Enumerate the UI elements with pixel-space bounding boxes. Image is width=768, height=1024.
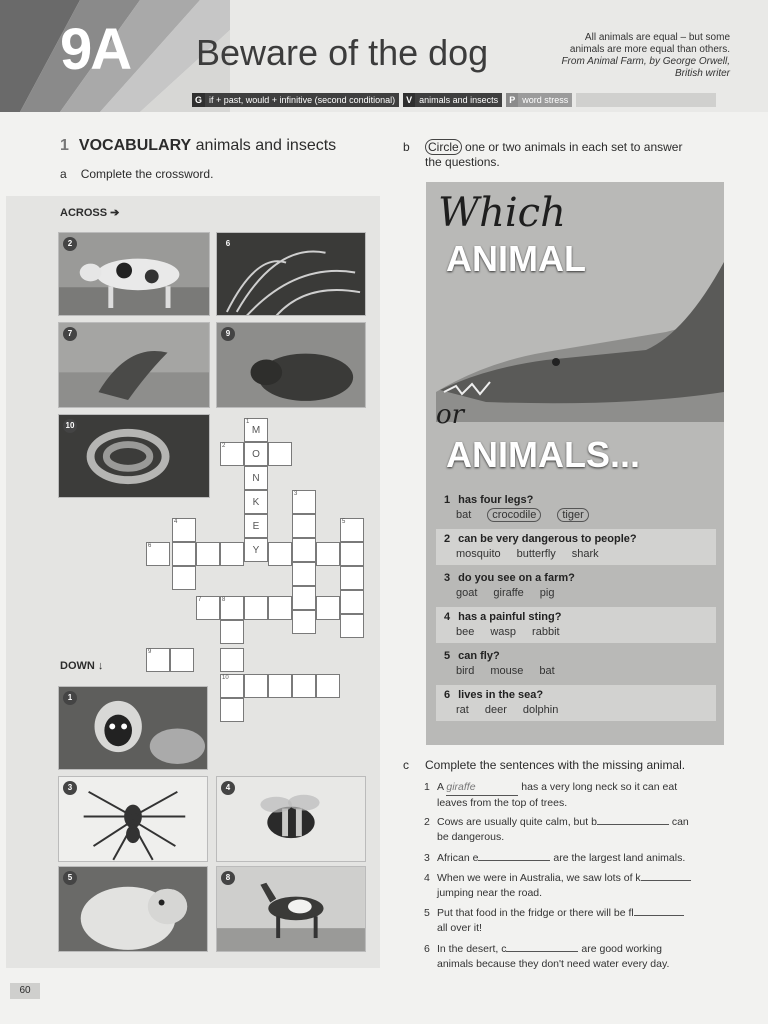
quiz-question bbox=[436, 529, 716, 565]
crossword-cell[interactable] bbox=[292, 538, 316, 562]
answer-option[interactable]: bird bbox=[456, 665, 475, 677]
crossword-cell[interactable] bbox=[292, 610, 316, 634]
circle-word: Circle bbox=[425, 139, 462, 155]
question-number: 3 bbox=[444, 572, 451, 584]
section-title bbox=[60, 137, 336, 155]
cow-image bbox=[59, 233, 209, 316]
answer-blank[interactable] bbox=[478, 860, 550, 861]
question-number: 5 bbox=[444, 650, 451, 662]
crossword-cell[interactable] bbox=[340, 542, 364, 566]
badge: 4 bbox=[221, 781, 235, 795]
crossword-cell[interactable] bbox=[170, 648, 194, 672]
quiz-title-animals: ANIMALS... bbox=[446, 434, 640, 475]
sentence-number: 1 bbox=[424, 781, 430, 793]
crossword-cell[interactable] bbox=[220, 648, 244, 672]
crossword-cell[interactable] bbox=[244, 514, 268, 538]
answer-option[interactable]: mosquito bbox=[456, 548, 501, 560]
crossword-cell[interactable] bbox=[220, 620, 244, 644]
badge: 5 bbox=[63, 871, 77, 885]
exercise-letter: a bbox=[60, 167, 67, 181]
photo-bear bbox=[216, 322, 366, 408]
clue-number: 9 bbox=[148, 649, 152, 655]
sentence-text: can bbox=[671, 816, 689, 828]
answer-option[interactable]: crocodile bbox=[487, 508, 541, 522]
sentence-4 bbox=[424, 871, 736, 901]
question-number: 4 bbox=[444, 611, 451, 623]
quiz-title-animal: ANIMAL bbox=[446, 238, 586, 279]
exercise-text-line2: the questions. bbox=[425, 155, 500, 169]
sentence-number: 3 bbox=[424, 852, 430, 864]
sentence-text: When we were in Australia, we saw lots of k bbox=[437, 872, 641, 884]
answer-option[interactable]: bat bbox=[539, 665, 555, 677]
answer-option[interactable]: rat bbox=[456, 704, 469, 716]
sentence-5 bbox=[424, 906, 736, 936]
sentence-2 bbox=[424, 815, 736, 845]
horse-image bbox=[217, 867, 365, 952]
crossword-cell[interactable] bbox=[244, 596, 268, 620]
crossword-cell[interactable] bbox=[244, 466, 268, 490]
exercise-c-instruction bbox=[403, 758, 685, 772]
badge: 1 bbox=[63, 691, 77, 705]
crossword-cell[interactable] bbox=[244, 674, 268, 698]
cell-letter: K bbox=[252, 497, 260, 508]
crossword-cell[interactable] bbox=[316, 674, 340, 698]
exercise-b-instruction bbox=[403, 140, 723, 170]
photo-spider bbox=[58, 776, 208, 862]
sentence-text: are good working bbox=[581, 943, 662, 955]
exercise-text: Complete the crossword. bbox=[80, 167, 214, 181]
cell-letter: M bbox=[251, 425, 261, 436]
header-band bbox=[0, 0, 768, 112]
sentence-6 bbox=[424, 942, 736, 972]
answer-blank[interactable] bbox=[634, 915, 684, 916]
tag-pronunciation bbox=[506, 93, 572, 107]
tag-value: if + past, would + infinitive (second conditional) bbox=[205, 93, 399, 107]
cell-letter: E bbox=[252, 521, 260, 532]
quote-source-1: From Animal Farm, by George Orwell, bbox=[561, 56, 730, 67]
sentence-text: animals because they don't need water every day. bbox=[437, 958, 670, 970]
spider-image bbox=[59, 777, 207, 862]
bear-image bbox=[217, 323, 365, 408]
sentence-text: In the desert, c bbox=[437, 943, 507, 955]
sentence-text: Cows are usually quite calm, but b bbox=[437, 816, 597, 828]
sheep-image bbox=[59, 867, 207, 952]
answer-option[interactable]: shark bbox=[571, 548, 599, 560]
quiz-question bbox=[436, 685, 716, 721]
crossword-cell[interactable] bbox=[316, 596, 340, 620]
across-label: ACROSS ➔ bbox=[60, 207, 120, 219]
clue-number: 2 bbox=[222, 443, 226, 449]
question-text: do you see on a farm? bbox=[458, 572, 575, 584]
answer-option[interactable]: pig bbox=[539, 587, 555, 599]
answer-blank[interactable] bbox=[446, 780, 518, 796]
answer-blank[interactable] bbox=[641, 880, 691, 881]
photo-horse bbox=[216, 866, 366, 952]
crossword-cell[interactable] bbox=[340, 614, 364, 638]
clue-number: 4 bbox=[174, 519, 178, 525]
quiz-question bbox=[436, 568, 716, 604]
grass-image bbox=[217, 233, 365, 316]
badge: 8 bbox=[221, 871, 235, 885]
badge: 6 bbox=[225, 239, 231, 248]
badge: 2 bbox=[63, 237, 77, 251]
answer-option[interactable]: dolphin bbox=[522, 704, 559, 716]
tag-key: P bbox=[506, 93, 518, 107]
question-number: 1 bbox=[444, 494, 451, 506]
tag-grammar bbox=[192, 93, 399, 107]
tag-key: G bbox=[192, 93, 205, 107]
exercise-text: one or two animals in each set to answer bbox=[465, 140, 683, 154]
crossword-cell[interactable] bbox=[172, 542, 196, 566]
crossword-cell[interactable] bbox=[316, 542, 340, 566]
photo-snake bbox=[58, 414, 210, 498]
answer-option[interactable]: bee bbox=[456, 626, 475, 638]
question-text: has four legs? bbox=[458, 494, 534, 506]
question-text: can fly? bbox=[458, 650, 500, 662]
sentence-text: African e bbox=[437, 852, 479, 864]
crossword-cell[interactable] bbox=[172, 566, 196, 590]
crossword-cell[interactable] bbox=[220, 542, 244, 566]
crossword-cell[interactable] bbox=[268, 542, 292, 566]
question-number: 6 bbox=[444, 689, 451, 701]
photo-sheep bbox=[58, 866, 208, 952]
sentence-3 bbox=[424, 851, 736, 866]
question-text: lives in the sea? bbox=[458, 689, 544, 701]
badge: 3 bbox=[63, 781, 77, 795]
answer-option[interactable]: wasp bbox=[490, 626, 517, 638]
clue-number: 1 bbox=[246, 419, 250, 425]
crossword-cell[interactable] bbox=[340, 566, 364, 590]
answer-blank[interactable] bbox=[506, 951, 578, 952]
question-number: 2 bbox=[444, 533, 451, 545]
answer-blank[interactable] bbox=[597, 824, 669, 825]
section-heading: VOCABULARY bbox=[78, 137, 192, 154]
quiz-question bbox=[436, 490, 716, 526]
crossword-cell[interactable] bbox=[292, 562, 316, 586]
sentence-number: 2 bbox=[424, 816, 430, 828]
bee-image bbox=[217, 777, 365, 862]
sentence-text: leaves from the top of trees. bbox=[437, 797, 568, 809]
crossword-cell[interactable] bbox=[268, 674, 292, 698]
sentence-number: 5 bbox=[424, 907, 430, 919]
answer-option[interactable]: bat bbox=[456, 509, 472, 521]
sentence-text: jumping near the road. bbox=[437, 887, 543, 899]
clue-number: 8 bbox=[222, 597, 226, 603]
crossword-cell[interactable] bbox=[244, 490, 268, 514]
crossword-cell[interactable] bbox=[220, 698, 244, 722]
badge: 7 bbox=[63, 327, 77, 341]
tag-value: animals and insects bbox=[415, 93, 502, 107]
crossword-cell[interactable] bbox=[196, 542, 220, 566]
photo-monkey bbox=[58, 686, 208, 770]
quote-line-1: All animals are equal – but some bbox=[584, 32, 730, 43]
snake-image bbox=[59, 415, 209, 498]
answer-option[interactable]: mouse bbox=[490, 665, 524, 677]
exercise-text: Complete the sentences with the missing animal. bbox=[425, 758, 686, 772]
badge: 9 bbox=[221, 327, 235, 341]
quote bbox=[530, 32, 730, 80]
quiz-panel bbox=[426, 182, 724, 745]
clue-number: 7 bbox=[198, 597, 202, 603]
tag-tail bbox=[576, 93, 716, 107]
sentence-text: A bbox=[437, 781, 444, 793]
clue-number: 10 bbox=[222, 675, 229, 681]
whale-image bbox=[59, 323, 209, 408]
sentence-text: has a very long neck so it can eat bbox=[521, 781, 678, 793]
exercise-a-instruction bbox=[60, 167, 213, 181]
exercise-letter: b bbox=[403, 140, 410, 154]
photo-whale bbox=[58, 322, 210, 408]
crossword-cell[interactable] bbox=[244, 442, 268, 466]
page-number: 60 bbox=[10, 983, 40, 999]
sentence-number: 4 bbox=[424, 872, 430, 884]
sentence-text: are the largest land animals. bbox=[553, 852, 686, 864]
crossword-cell[interactable] bbox=[268, 596, 292, 620]
monkey-image bbox=[59, 687, 207, 770]
photo-grass bbox=[216, 232, 366, 316]
photo-cow bbox=[58, 232, 210, 316]
quiz-title-which: Which bbox=[438, 190, 566, 236]
clue-number: 3 bbox=[294, 491, 298, 497]
sentence-text: Put that food in the fridge or there will be fl bbox=[437, 907, 634, 919]
sentence-text: be dangerous. bbox=[437, 831, 505, 843]
cell-letter: Y bbox=[252, 545, 260, 556]
sentence-text: all over it! bbox=[437, 922, 482, 934]
lesson-tags bbox=[192, 93, 716, 107]
crossword-cell[interactable] bbox=[292, 586, 316, 610]
exercise-letter: c bbox=[403, 758, 409, 772]
quiz-question bbox=[436, 607, 716, 643]
answer-option[interactable]: goat bbox=[456, 587, 478, 599]
question-text: can be very dangerous to people? bbox=[458, 533, 637, 545]
sentence-number: 6 bbox=[424, 943, 430, 955]
tag-key: V bbox=[403, 93, 415, 107]
section-number: 1 bbox=[60, 137, 69, 154]
answer-option[interactable]: tiger bbox=[557, 508, 588, 522]
answer-option[interactable]: butterfly bbox=[516, 548, 556, 560]
cell-letter: O bbox=[252, 449, 260, 460]
tag-value: word stress bbox=[518, 93, 572, 107]
down-label: DOWN ↓ bbox=[60, 660, 104, 672]
tag-vocabulary bbox=[403, 93, 502, 107]
quote-source-2: British writer bbox=[674, 68, 730, 79]
answer-option[interactable]: giraffe bbox=[493, 587, 524, 599]
section-subheading: animals and insects bbox=[195, 137, 337, 154]
cell-letter: N bbox=[252, 473, 260, 484]
quiz-title-or: or bbox=[436, 400, 465, 430]
crossword-cell[interactable] bbox=[268, 442, 292, 466]
crossword-cell[interactable] bbox=[292, 674, 316, 698]
handwritten-answer: giraffe bbox=[446, 781, 476, 793]
answer-option[interactable]: deer bbox=[484, 704, 507, 716]
crossword-cell[interactable] bbox=[340, 590, 364, 614]
quote-line-2: animals are more equal than others. bbox=[569, 44, 730, 55]
clue-number: 5 bbox=[342, 519, 346, 525]
lesson-title: Beware of the dog bbox=[196, 32, 489, 73]
sentence-1 bbox=[424, 780, 736, 811]
question-text: has a painful sting? bbox=[458, 611, 562, 623]
quiz-question bbox=[436, 646, 716, 682]
crossword-cell[interactable] bbox=[292, 514, 316, 538]
clue-number: 6 bbox=[148, 543, 152, 549]
answer-option[interactable]: rabbit bbox=[532, 626, 560, 638]
photo-bee bbox=[216, 776, 366, 862]
badge: 10 bbox=[63, 419, 77, 433]
lesson-code: 9A bbox=[60, 17, 131, 82]
crossword-cell[interactable] bbox=[244, 538, 268, 562]
